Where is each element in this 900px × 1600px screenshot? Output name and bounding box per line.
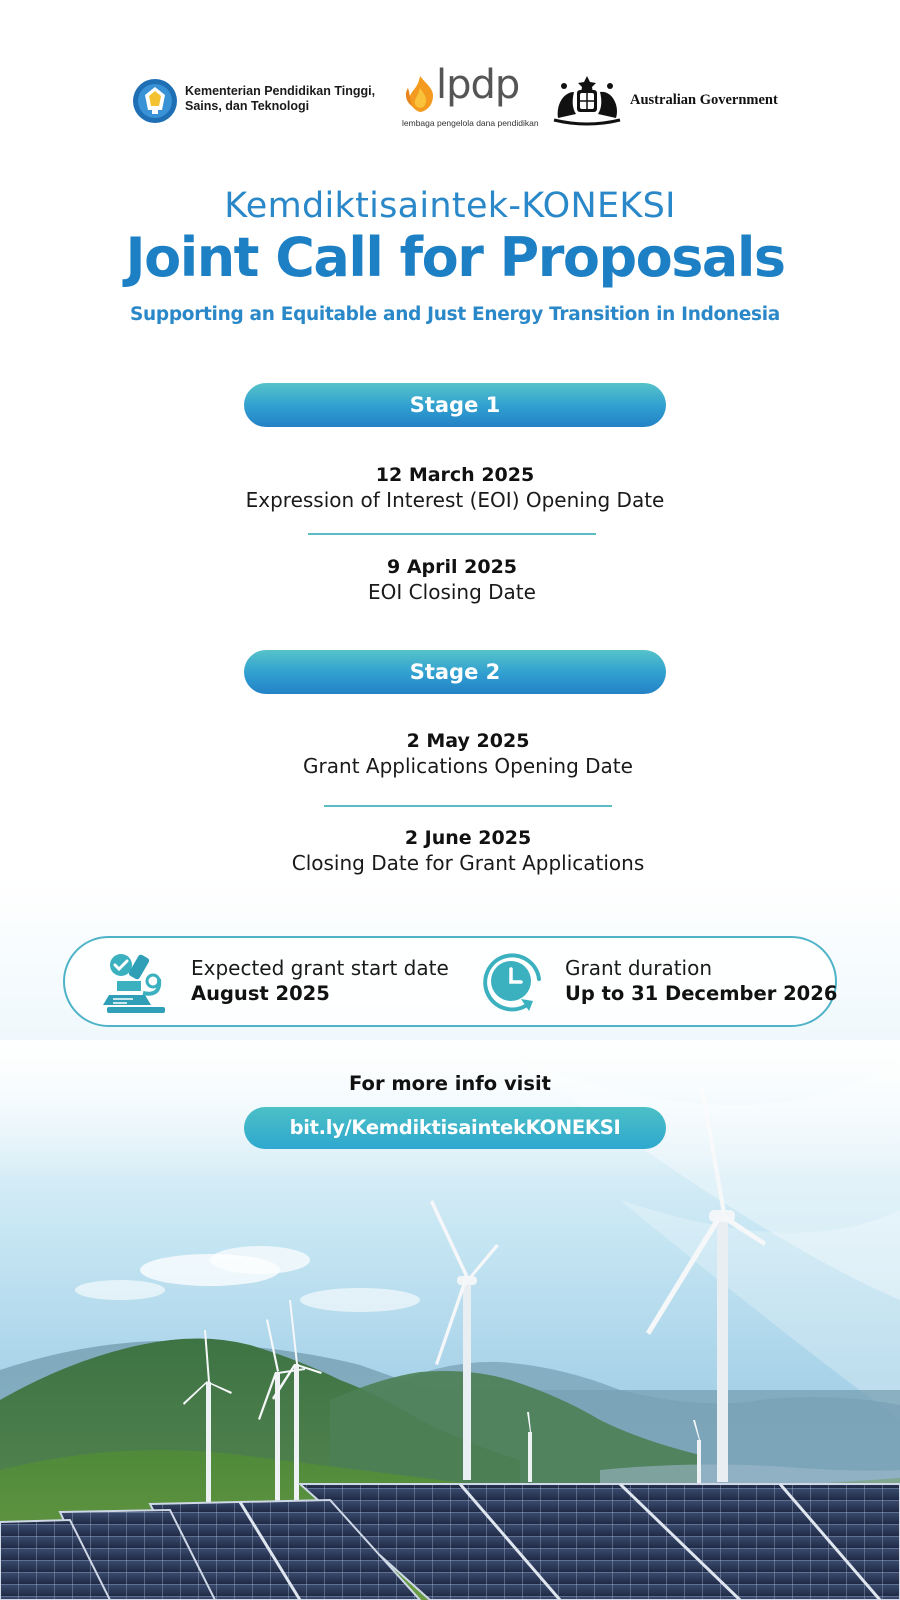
grant-duration-value: Up to 31 December 2026	[565, 982, 838, 1005]
stage-1-banner: Stage 1	[244, 383, 666, 427]
eoi-closing-entry	[0, 555, 900, 605]
grant-closing-date: 2 June 2025	[404, 827, 532, 849]
grant-start-value: August 2025	[191, 982, 330, 1005]
eoi-opening-entry	[0, 463, 900, 513]
divider	[308, 533, 596, 535]
grant-start-label: Expected grant start date	[191, 956, 449, 980]
ministry-name-line1: Kementerian Pendidikan Tinggi,	[185, 84, 376, 98]
lpdp-wordmark: lpdp	[436, 62, 520, 108]
eoi-opening-date: 12 March 2025	[375, 464, 535, 486]
coat-of-arms-icon	[550, 74, 624, 126]
lpdp-tagline: lembaga pengelola dana pendidikan	[402, 118, 539, 128]
grant-closing-label: Closing Date for Grant Applications	[291, 851, 645, 875]
ministry-emblem-icon	[132, 78, 178, 124]
lpdp-logo	[402, 62, 539, 130]
lpdp-flame-icon	[402, 74, 438, 114]
eoi-closing-date: 9 April 2025	[386, 556, 518, 578]
more-info-label: For more info visit	[349, 1072, 551, 1095]
grant-duration-block	[565, 956, 837, 1006]
grant-info-box	[63, 936, 837, 1027]
partner-logos	[0, 62, 900, 138]
grant-opening-entry	[0, 729, 900, 779]
more-info-link[interactable]: bit.ly/KemdiktisaintekKONEKSI	[244, 1107, 666, 1149]
grant-opening-label: Grant Applications Opening Date	[303, 754, 633, 778]
page-subtitle: Supporting an Equitable and Just Energy Transition in Indonesia	[130, 304, 780, 325]
grant-duration-label: Grant duration	[565, 956, 713, 980]
eoi-closing-label: EOI Closing Date	[368, 580, 536, 604]
grant-opening-date: 2 May 2025	[406, 730, 530, 752]
divider	[324, 805, 612, 807]
grant-start-block	[191, 956, 449, 1006]
program-name: Kemdiktisaintek-KONEKSI	[224, 186, 676, 226]
eoi-opening-label: Expression of Interest (EOI) Opening Date	[245, 488, 665, 512]
ministry-logo	[132, 78, 382, 124]
page-title: Joint Call for Proposals	[125, 226, 785, 289]
clock-icon	[479, 949, 545, 1015]
grant-closing-entry	[0, 826, 900, 876]
stage-2-banner: Stage 2	[244, 650, 666, 694]
australian-government-name: Australian Government	[630, 92, 778, 108]
microscope-icon	[103, 951, 169, 1015]
ministry-name-line2: Sains, dan Teknologi	[185, 99, 310, 113]
australian-government-logo	[550, 74, 778, 126]
